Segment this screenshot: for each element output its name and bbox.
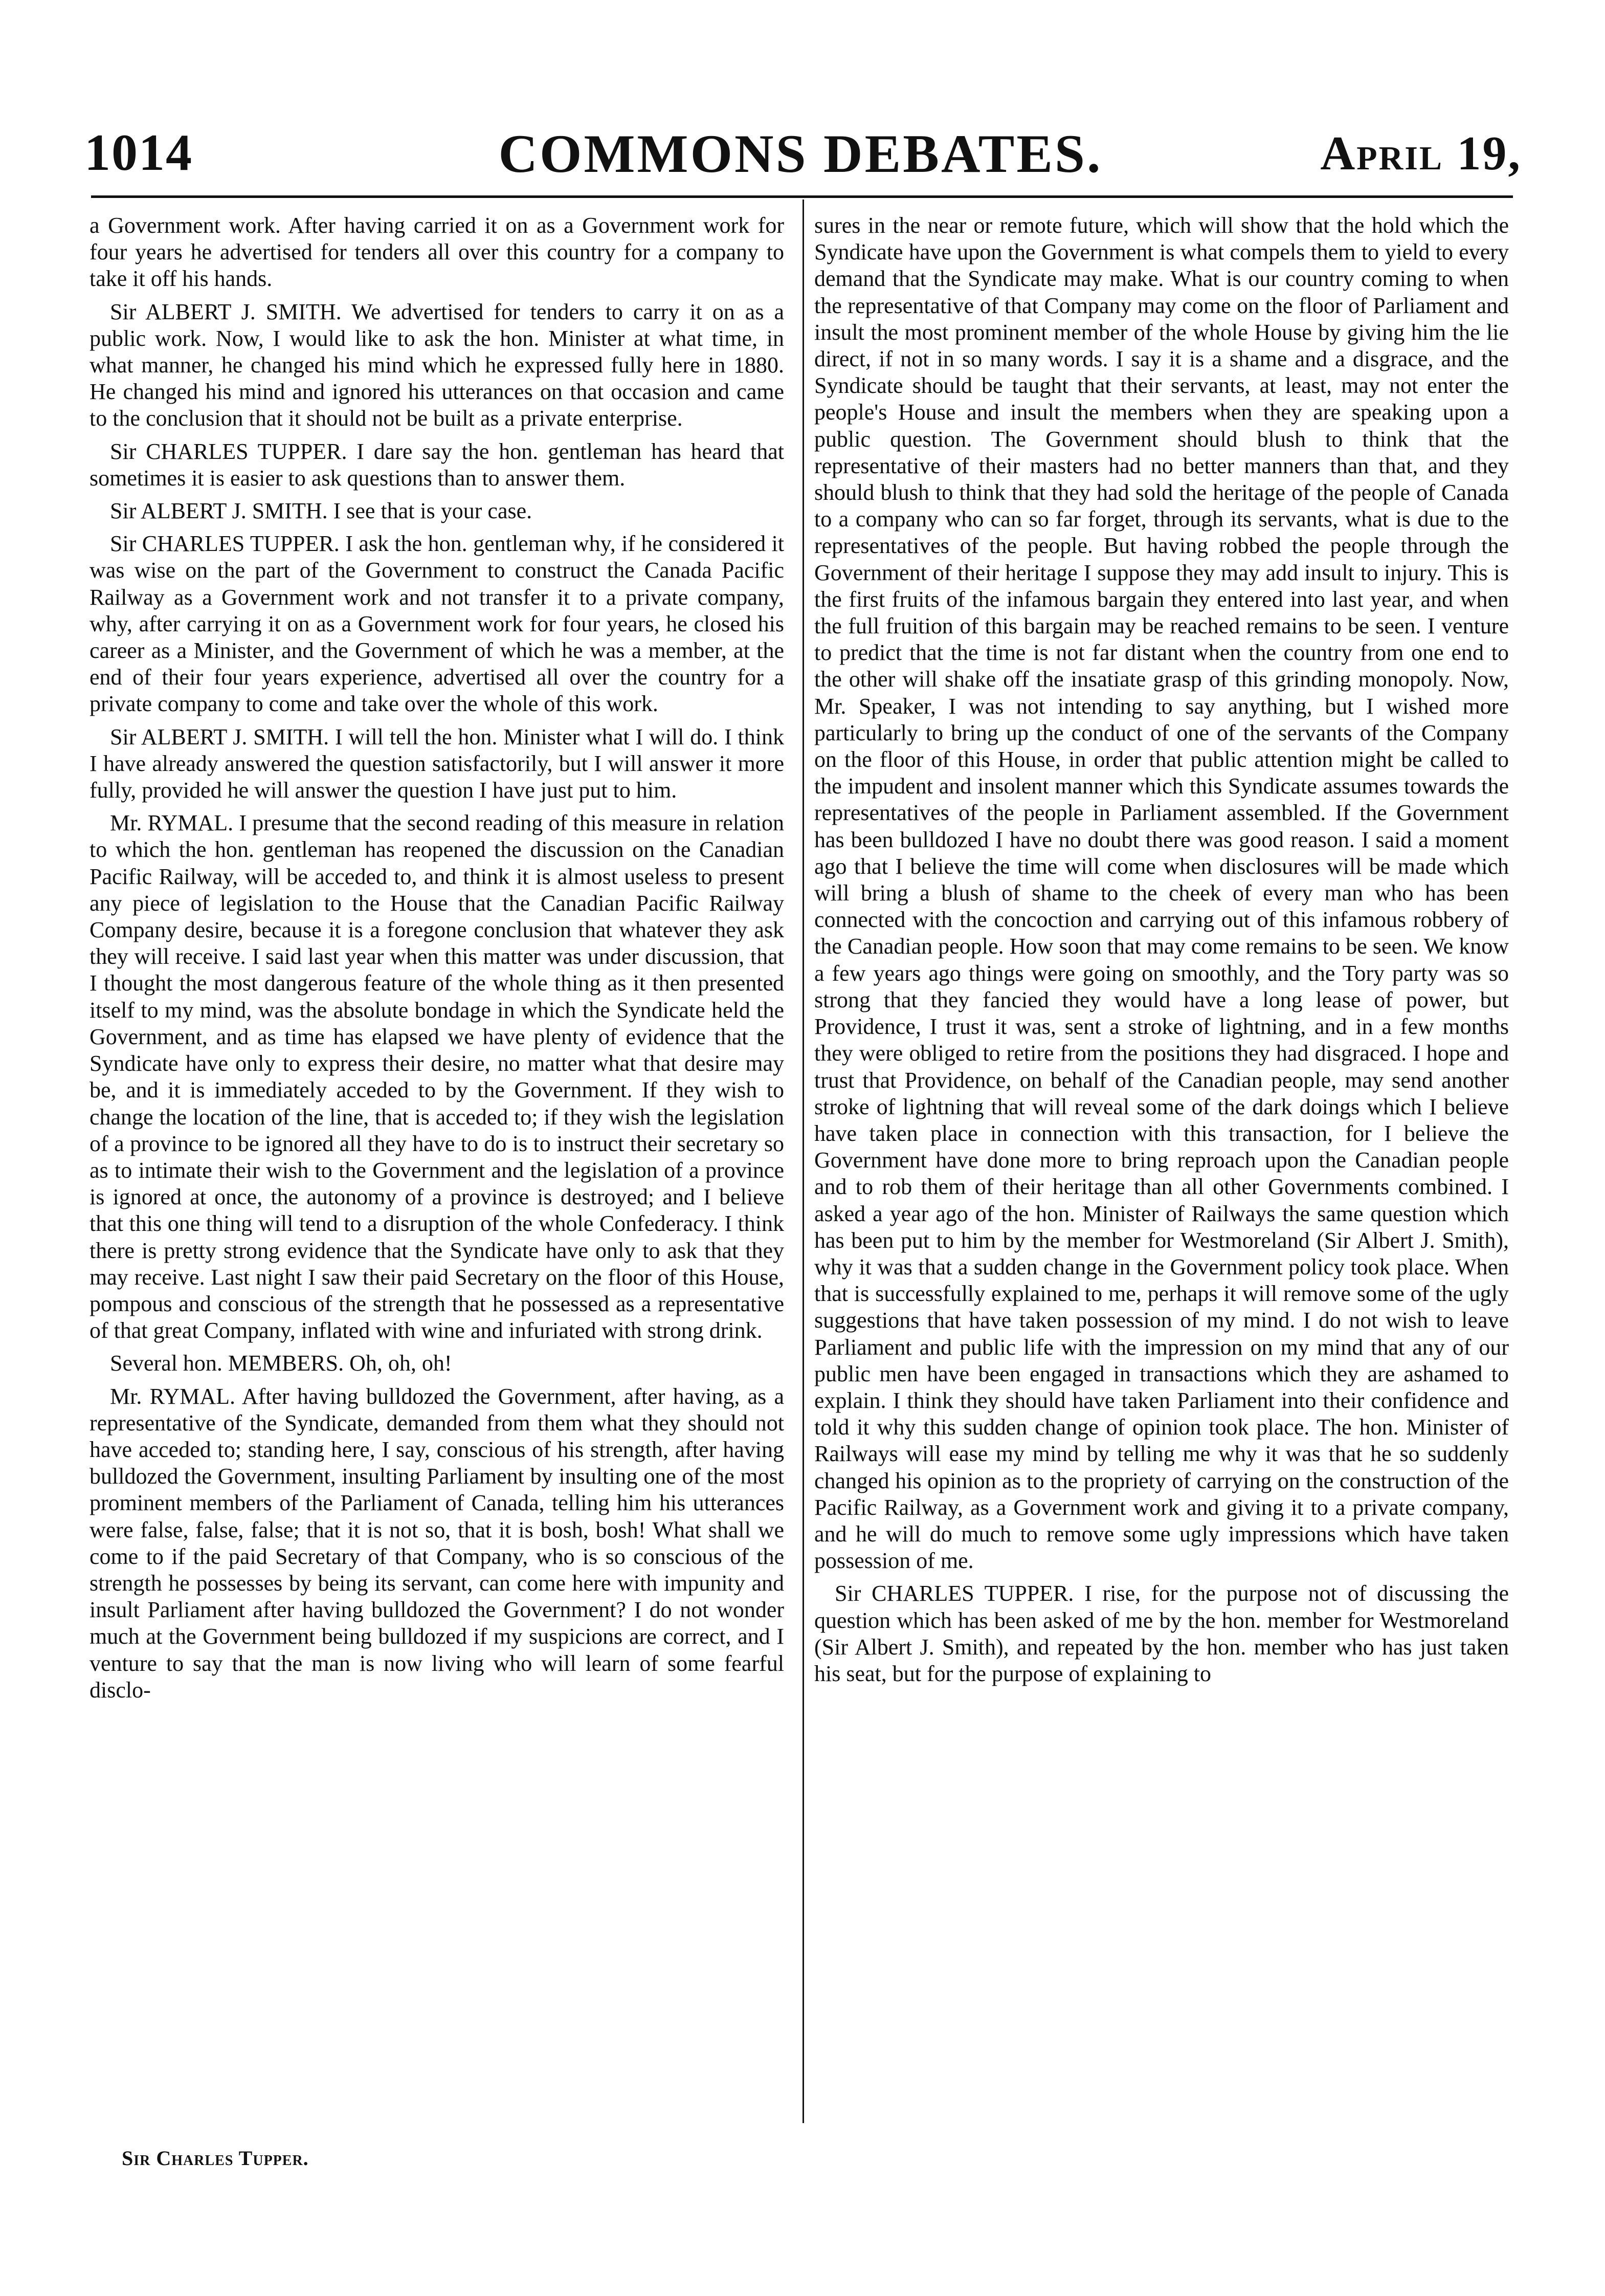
page-number: 1014 [84,124,193,182]
paragraph-text: I dare say the hon. gentleman has heard that sometimes it is easier to ask questions than to answer them. [90,438,785,491]
speaker-name: Sir ALBERT J. SMITH. [110,724,329,749]
paragraph-text: I see that is your case. [333,498,532,524]
paragraph [90,438,784,492]
paragraph [90,1383,784,1704]
header-date: April 19, [1320,127,1522,180]
right-column [814,212,1509,1693]
paragraph [814,212,1509,1574]
paragraph [814,1580,1509,1687]
paragraph [90,724,784,804]
paragraph-text: After having bulldozed the Government, after having, as a representative of the Syndicate, demanded from them what they should not have acceded to; standing here, I say, conscious of his strength, after having bulldozed the Government, insulting Parliament by insulting one of the most prominent members of the Parliament of Canada, telling him his utterances were false, false, false; that it is not so, that it is bosh, bosh! What shall we come to if the paid Secretary of that Company, who is so conscious of the strength he possesses by being its servant, can come here with impunity and insult Parliament after having bulldozed the Government? I do not wonder much at the Government being bulldozed if my suspicions are correct, and I venture to say that the man is now living who will learn of some fearful disclo- [90,1383,784,1703]
paragraph-text: I rise, for the purpose not of discussing the question which has been asked of me by the hon. member for Westmoreland (Sir Albert J. Smith), and repeated by the hon. member who has just taken his seat, but for the purpose of explaining to [814,1581,1509,1686]
speaker-name: Sir CHARLES TUPPER. [110,438,347,464]
paragraph-text: a Government work. After having carried it on as a Government work for four years he advertised for tenders all over this country for a company to take it off his hands. [90,213,784,292]
catchword: Sir Charles Tupper. [122,2147,309,2170]
paragraph-text: Oh, oh, oh! [349,1351,452,1376]
paragraph [90,498,784,524]
column-divider [802,200,804,2123]
paragraph-text: I ask the hon. gentleman why, if he considered it was wise on the part of the Government to construct the Canada Pacific Railway as a Government work and not transfer it to a private company, why, after carrying it on as a Government work for four years, he closed his career as a Minister, and the Government of which he was a member, at the end of their four years experience, advertised all over the country for a private company to come and take over the whole of this work. [90,531,785,717]
paragraph [90,1350,784,1377]
paragraph [90,810,784,1344]
paragraph [90,299,784,432]
paragraph [90,531,784,717]
paragraph [90,212,784,293]
header-rule [91,195,1513,198]
paragraph-text: sures in the near or remote future, which will show that the hold which the Syndicate have upon the Government is what compels them to yield to every demand that the Syndicate may make. What is our country coming to when the representative of that Company may come on the floor of Parliament and insult the most prominent member of the whole House by giving him the lie direct, if not in so many words. I say it is a shame and a disgrace, and the Syndicate should be taught that their servants, at least, may not enter the people's House and insult the members when they are speaking upon a public question. The Government should blush to think that the representative of their masters had no better manners than that, and they should blush to think that they had sold the heritage of the people of Canada to a company who can so far forget, through its servants, what is due to the representatives of the people. But having robbed the people through the Government of their heritage I suppose they may add insult to injury. This is the first fruits of the infamous bargain they entered into last year, and when the full fruition of this bargain may be reached remains to be seen. I venture to predict that the time is not far distant when the country from one end to the other will shake off the insatiate grasp of this grinding monopoly. Now, Mr. Speaker, I was not intending to say anything, but I wished more particularly to bring up the conduct of one of the servants of the Company on the floor of this House, in order that public attention might be called to the impudent and insolent manner which this Syndicate assumes towards the representatives of the people in Parliament assembled. If the Government has been bulldozed I have no doubt there was good reason. I said a moment ago that I believe the time will come when disclosures will be made which will bring a blush of shame to the cheek of every man who has been connected with the concoction and carrying out of this infamous robbery of the Canadian people. How soon that may come remains to be seen. We know a few years ago things were going on smoothly, and the Tory party was so strong that they fancied they would have a long lease of power, but Providence, I trust it was, sent a stroke of lightning, and in a few months they were obliged to retire from the positions they had disgraced. I hope and trust that Providence, on behalf of the Canadian people, may send another stroke of lightning that will reveal some of the dark doings which I believe have taken place in connection with this transaction, for I believe the Government have done more to bring reproach upon the Canadian people and to rob them of their heritage than all other Governments combined. I asked a year ago of the hon. Minister of Railways the same question which has been put to him by the member for Westmoreland (Sir Albert J. Smith), why it was that a sudden change in the Government policy took place. When that is successfully explained to me, perhaps it will remove some of the ugly suggestions that have taken possession of my mind. I do not wish to leave Parliament and public life with the impression on my mind that any of our public men have been engaged in transactions which they are ashamed to explain. I think they should have taken Parliament into their confidence and told it why this sudden change of opinion took place. The hon. Minister of Railways will ease my mind by telling me why it was that he so suddenly changed his opinion as to the propriety of carrying on the construction of the Pacific Railway, as a Government work and giving it to a private company, and he will do much to remove some ugly impressions which have taken possession of me. [814,213,1509,1574]
speaker-name: Several hon. MEMBERS. [110,1351,344,1376]
paragraph-text: I will tell the hon. Minister what I will do. I think I have already answered the question satisfactorily, but I will answer it more fully, provided he will answer the question I have just put to him. [90,724,785,803]
speaker-name: Mr. RYMAL. [110,810,234,836]
paragraph-text: I presume that the second reading of this measure in relation to which the hon. gentleman has reopened the discussion on the Canadian Pacific Railway, will be acceded to, and think it is almost useless to present any piece of legislation to the House that the Canadian Pacific Railway Company desire, because it is a foregone conclusion that whatever they ask they will receive. I said last year when this matter was under discussion, that I thought the most dangerous feature of the whole thing as it then presented itself to my mind, was the absolute bondage in which the Syndicate held the Government, and as time has elapsed we have plenty of evidence that the Syndicate have only to express their desire, no matter what that desire may be, and it is immediately acceded to by the Government. If they wish to change the location of the line, that is acceded to; if they wish the legislation of a province to be ignored all they have to do is to instruct their secretary so as to intimate their wish to the Government and the legislation of a province is ignored at once, the autonomy of a province is destroyed; and I believe that this one thing will tend to a disruption of the whole Confederacy. I think there is pretty strong evidence that the Syndicate have only to ask that they may receive. Last night I saw their paid Secretary on the floor of this House, pompous and conscious of the strength that he possessed as a representative of that great Company, inflated with wine and infuriated with strong drink. [90,810,784,1343]
left-column [90,212,784,1710]
speaker-name: Sir ALBERT J. SMITH. [110,498,328,524]
speaker-name: Sir CHARLES TUPPER. [110,531,340,557]
speaker-name: Sir ALBERT J. SMITH. [110,299,342,324]
page-header [84,123,1522,189]
paragraph-text: We advertised for tenders to carry it on as a public work. Now, I would like to ask the hon. Minister at what time, in what manner, he changed his mind which he expressed fully here in 1880. He changed his mind and ignored his utterances on that occasion and came to the conclusion that it should not be built as a private enterprise. [90,299,784,431]
speaker-name: Mr. RYMAL. [110,1383,236,1409]
speaker-name: Sir CHARLES TUPPER. [835,1581,1074,1606]
running-title: COMMONS DEBATES. [498,124,1103,184]
